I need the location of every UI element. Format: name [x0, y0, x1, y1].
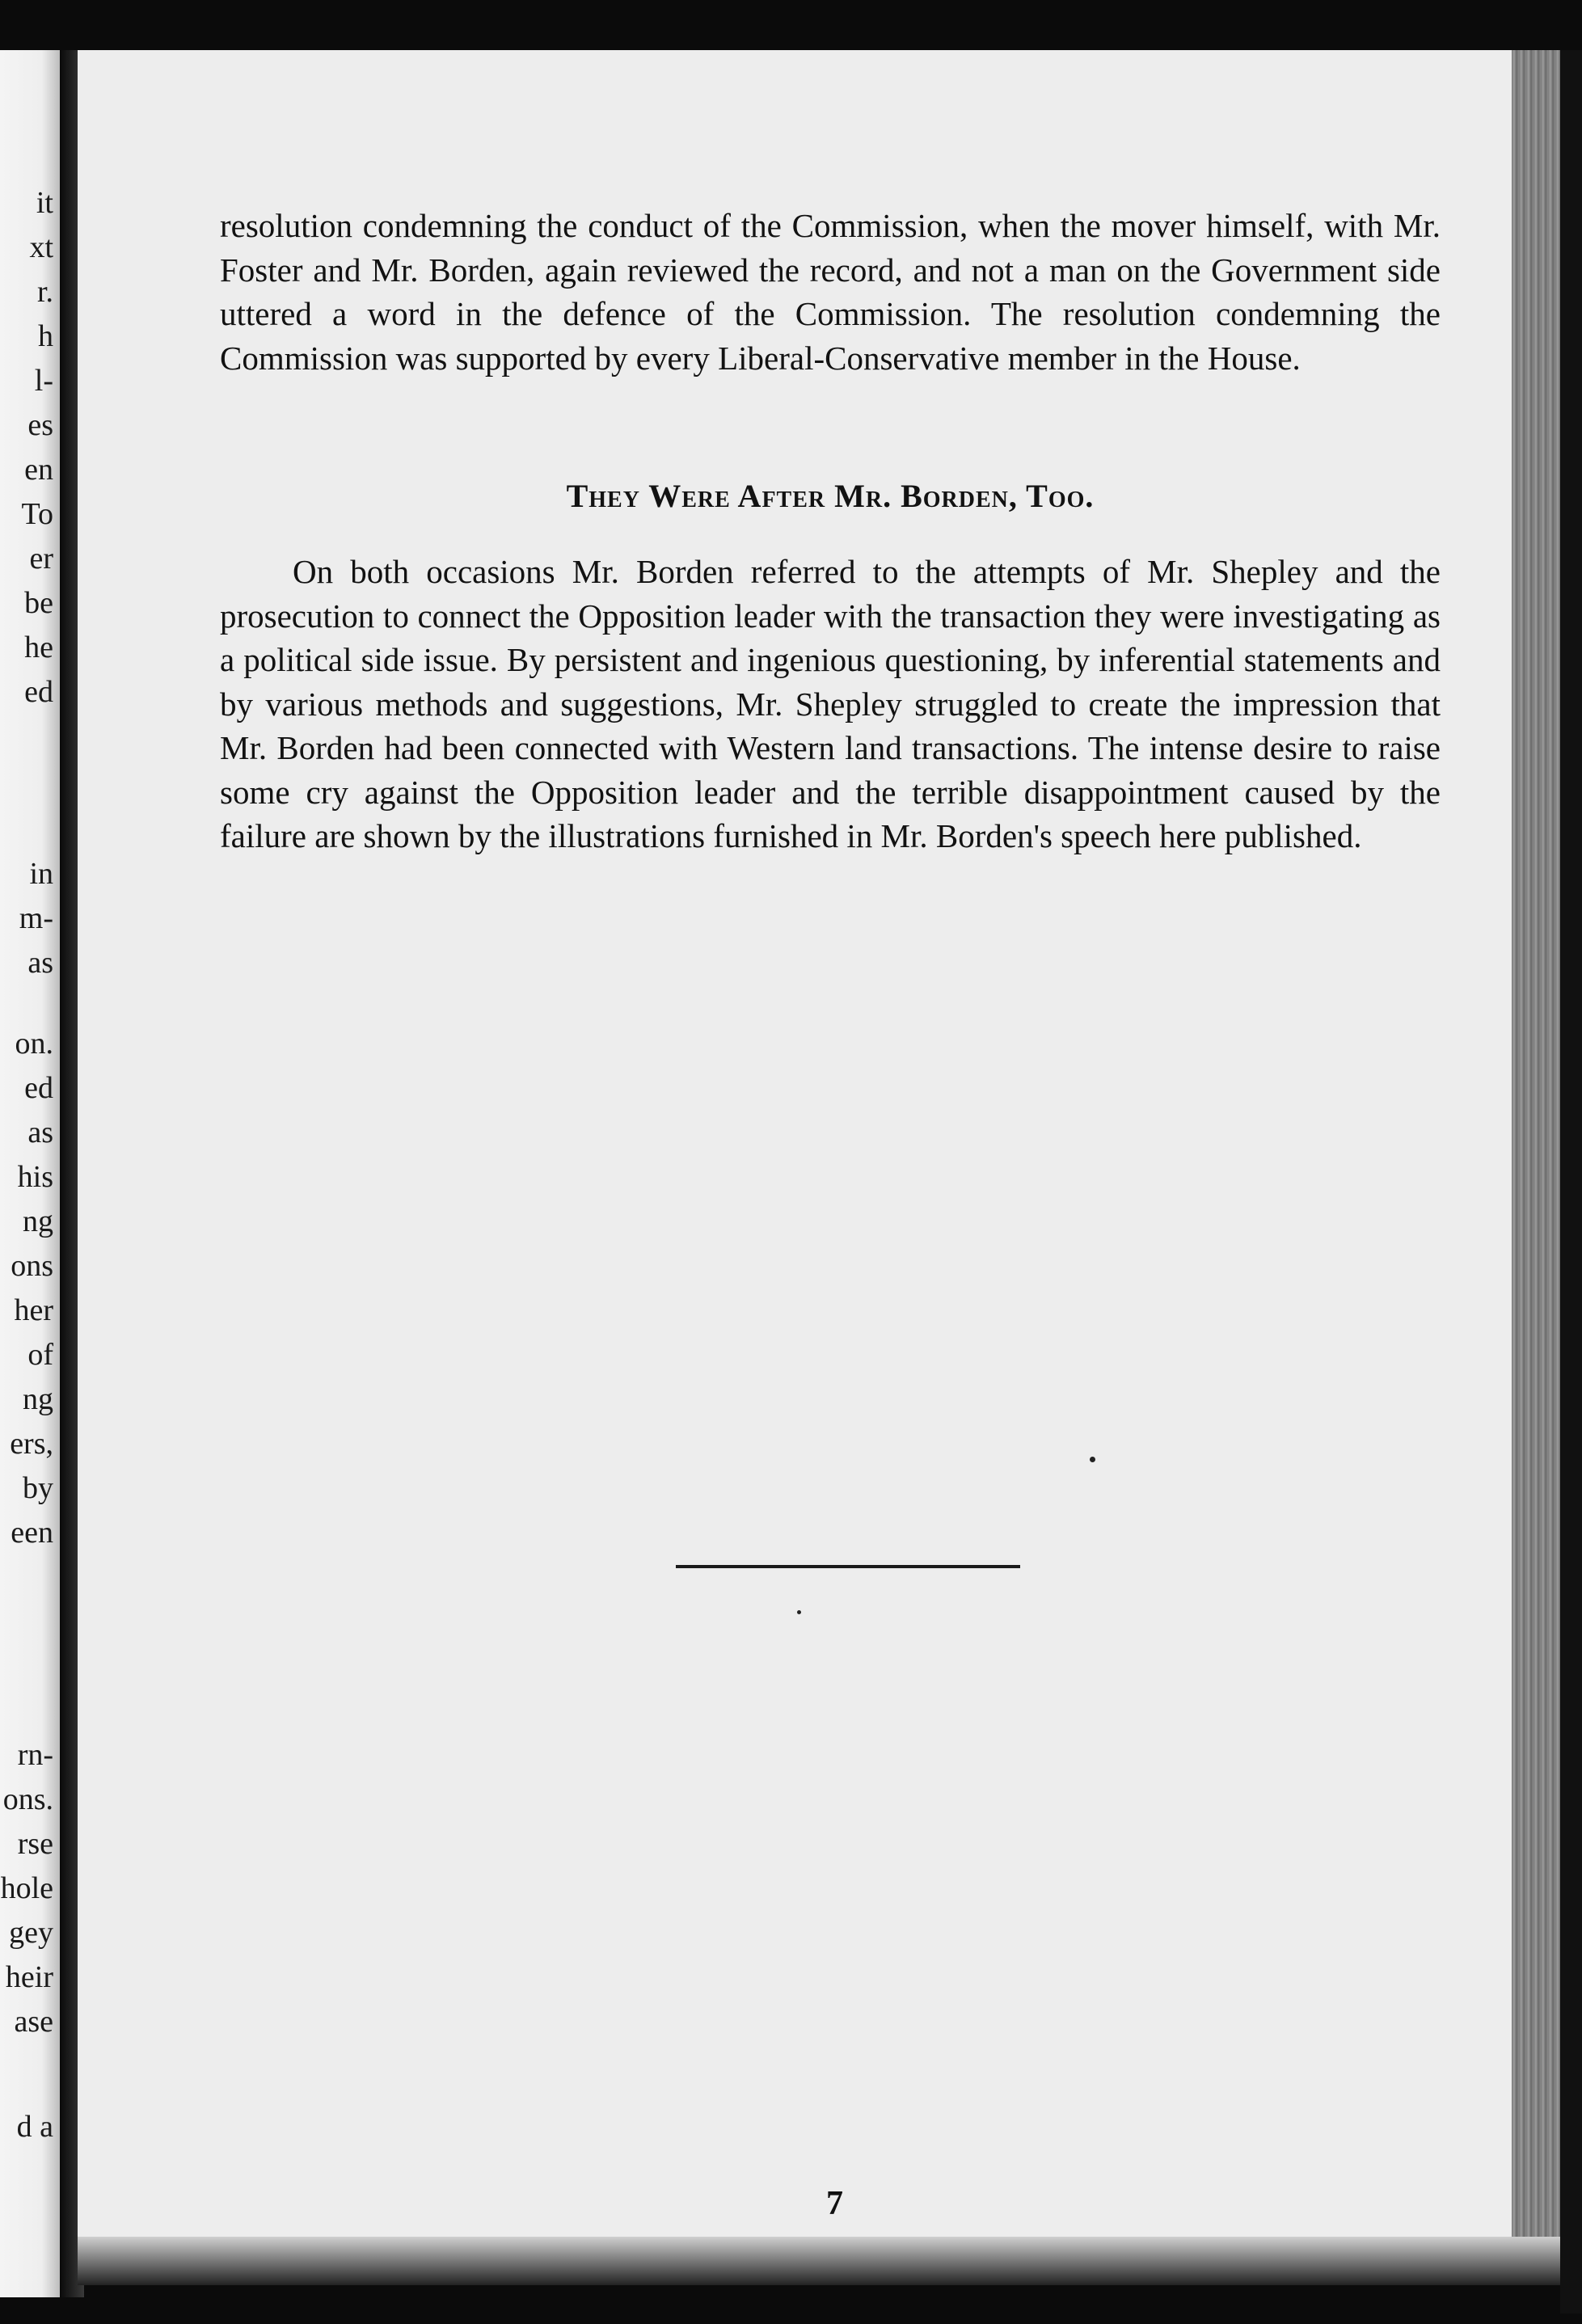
paragraph-2: On both occasions Mr. Borden referred to the attempts of Mr. Shepley and the prosecution to connect the Opposition leader with the transaction they were investigating as a political side issue. By persistent and ingenious questioning, by inferential statements and by various methods and suggestions, Mr. Shepley struggled to create the impression that Mr. Borden had been connected with Western land transactions. The intense desire to raise some cry against the Opposition leader and the terrible disappointment caused by the failure are shown by the illustrations furnished in Mr. Borden's speech here published. [220, 553, 1441, 854]
left-page-text-fragment: in [29, 857, 53, 891]
binding-edge [1560, 50, 1582, 2313]
document-page [78, 50, 1512, 2237]
paragraph-1: resolution condemning the conduct of the Commission, when the mover himself, with Mr. Foster and Mr. Borden, again reviewed the record, and not a man on the Government side uttered a word in the defence of the Commission. The resolution condemning the Commission was supported by every Liberal-Conservative member in the House. [220, 207, 1441, 377]
left-page-text-fragment: heir [5, 1960, 53, 1994]
left-page-text-fragment: er [29, 542, 53, 576]
left-page-text-fragment: To [21, 497, 53, 531]
left-page-text-fragment: r. [36, 275, 53, 309]
page-number: 7 [826, 2185, 843, 2222]
left-page-text-fragment: be [24, 586, 53, 620]
left-page-text-fragment: as [27, 1116, 53, 1149]
left-page-text-fragment: ed [24, 1071, 53, 1105]
left-page-text-fragment: gey [9, 1916, 53, 1950]
left-page-text-fragment: h [38, 319, 53, 353]
left-page-text-fragment: ng [23, 1204, 53, 1238]
bottom-shadow [78, 2237, 1560, 2285]
left-page-text-fragment: en [24, 453, 53, 487]
left-page-text-fragment: as [27, 946, 53, 980]
left-page-text-fragment: es [27, 408, 53, 442]
left-page-text-fragment: by [23, 1471, 53, 1505]
left-page-text-fragment: her [14, 1293, 53, 1327]
left-page-text-fragment: he [24, 631, 53, 664]
ink-speck [797, 1610, 801, 1614]
left-page-text-fragment: een [11, 1516, 53, 1550]
ink-speck [1090, 1457, 1095, 1462]
facing-page-fragment [0, 50, 60, 2297]
left-page-text-fragment: d a [16, 2110, 53, 2144]
page-stack-edge [1512, 50, 1560, 2237]
left-page-text-fragment: on. [15, 1027, 53, 1061]
left-page-text-fragment: xt [29, 230, 53, 264]
left-page-text-fragment: ase [14, 2005, 53, 2039]
section-heading: They Were After Mr. Borden, Too. [566, 478, 1095, 514]
left-page-text-fragment: his [17, 1160, 53, 1194]
left-page-text-fragment: hole [0, 1871, 53, 1905]
left-page-text-fragment: m- [19, 901, 53, 935]
left-page-text-fragment: ers, [10, 1427, 53, 1461]
left-page-text-fragment: rn- [17, 1738, 53, 1772]
left-page-text-fragment: ons. [2, 1782, 53, 1816]
left-page-text-fragment: of [27, 1338, 53, 1372]
horizontal-rule [676, 1565, 1020, 1568]
left-page-text-fragment: ng [23, 1382, 53, 1416]
left-page-text-fragment: rse [17, 1827, 53, 1861]
left-page-text-fragment: ed [24, 675, 53, 709]
left-page-text-fragment: it [36, 186, 53, 220]
left-page-text-fragment: ons [11, 1249, 53, 1283]
left-page-text-fragment: l- [34, 364, 53, 398]
